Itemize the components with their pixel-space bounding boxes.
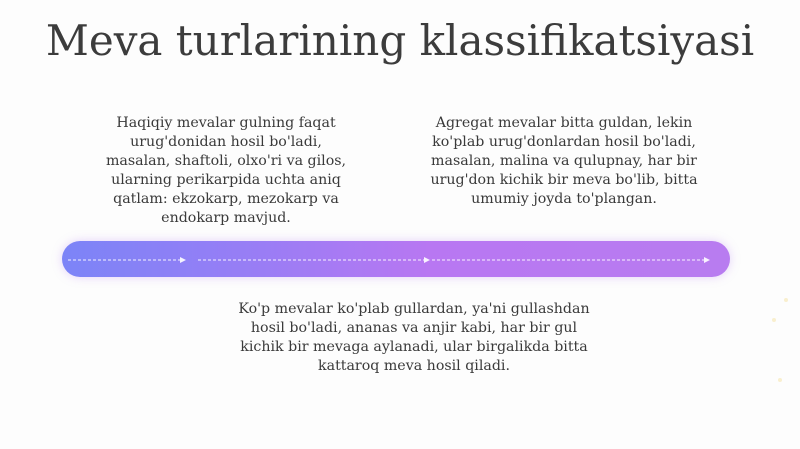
decorative-sparkle — [784, 298, 788, 302]
timeline-bar — [62, 241, 730, 277]
arrow-head-3-icon — [704, 257, 710, 263]
arrow-head-2-icon — [424, 257, 430, 263]
aggregate-fruit-description: Agregat mevalar bitta guldan, lekin ko'plab urug'donlardan hosil bo'ladi, masalan, malina va qulupnay, har bir urug'don kichik bir meva bo'lib, bitta umumiy joyda to'plangan. — [430, 115, 698, 207]
multiple-fruit-description: Ko'p mevalar ko'plab gullardan, ya'ni gullashdan hosil bo'ladi, ananas va anjir kabi, har bir gul kichik bir mevaga aylanadi, ular birgalikda bitta kattaroq meva hosil qiladi. — [238, 301, 590, 374]
slide-title: Meva turlarining klassifikatsiyasi — [45, 16, 755, 65]
simple-fruit-description: Haqiqiy mevalar gulning faqat urug'donidan hosil bo'ladi, masalan, shaftoli, olxo'ri va gilos, ularning perikarpida uchta aniq qatlam: ekzokarp, mezokarp va endokarp mavjud. — [105, 115, 347, 226]
timeline-arrow-line — [62, 241, 730, 277]
decorative-sparkle — [778, 378, 782, 382]
arrow-head-1-icon — [180, 257, 186, 263]
decorative-sparkle — [772, 318, 776, 322]
